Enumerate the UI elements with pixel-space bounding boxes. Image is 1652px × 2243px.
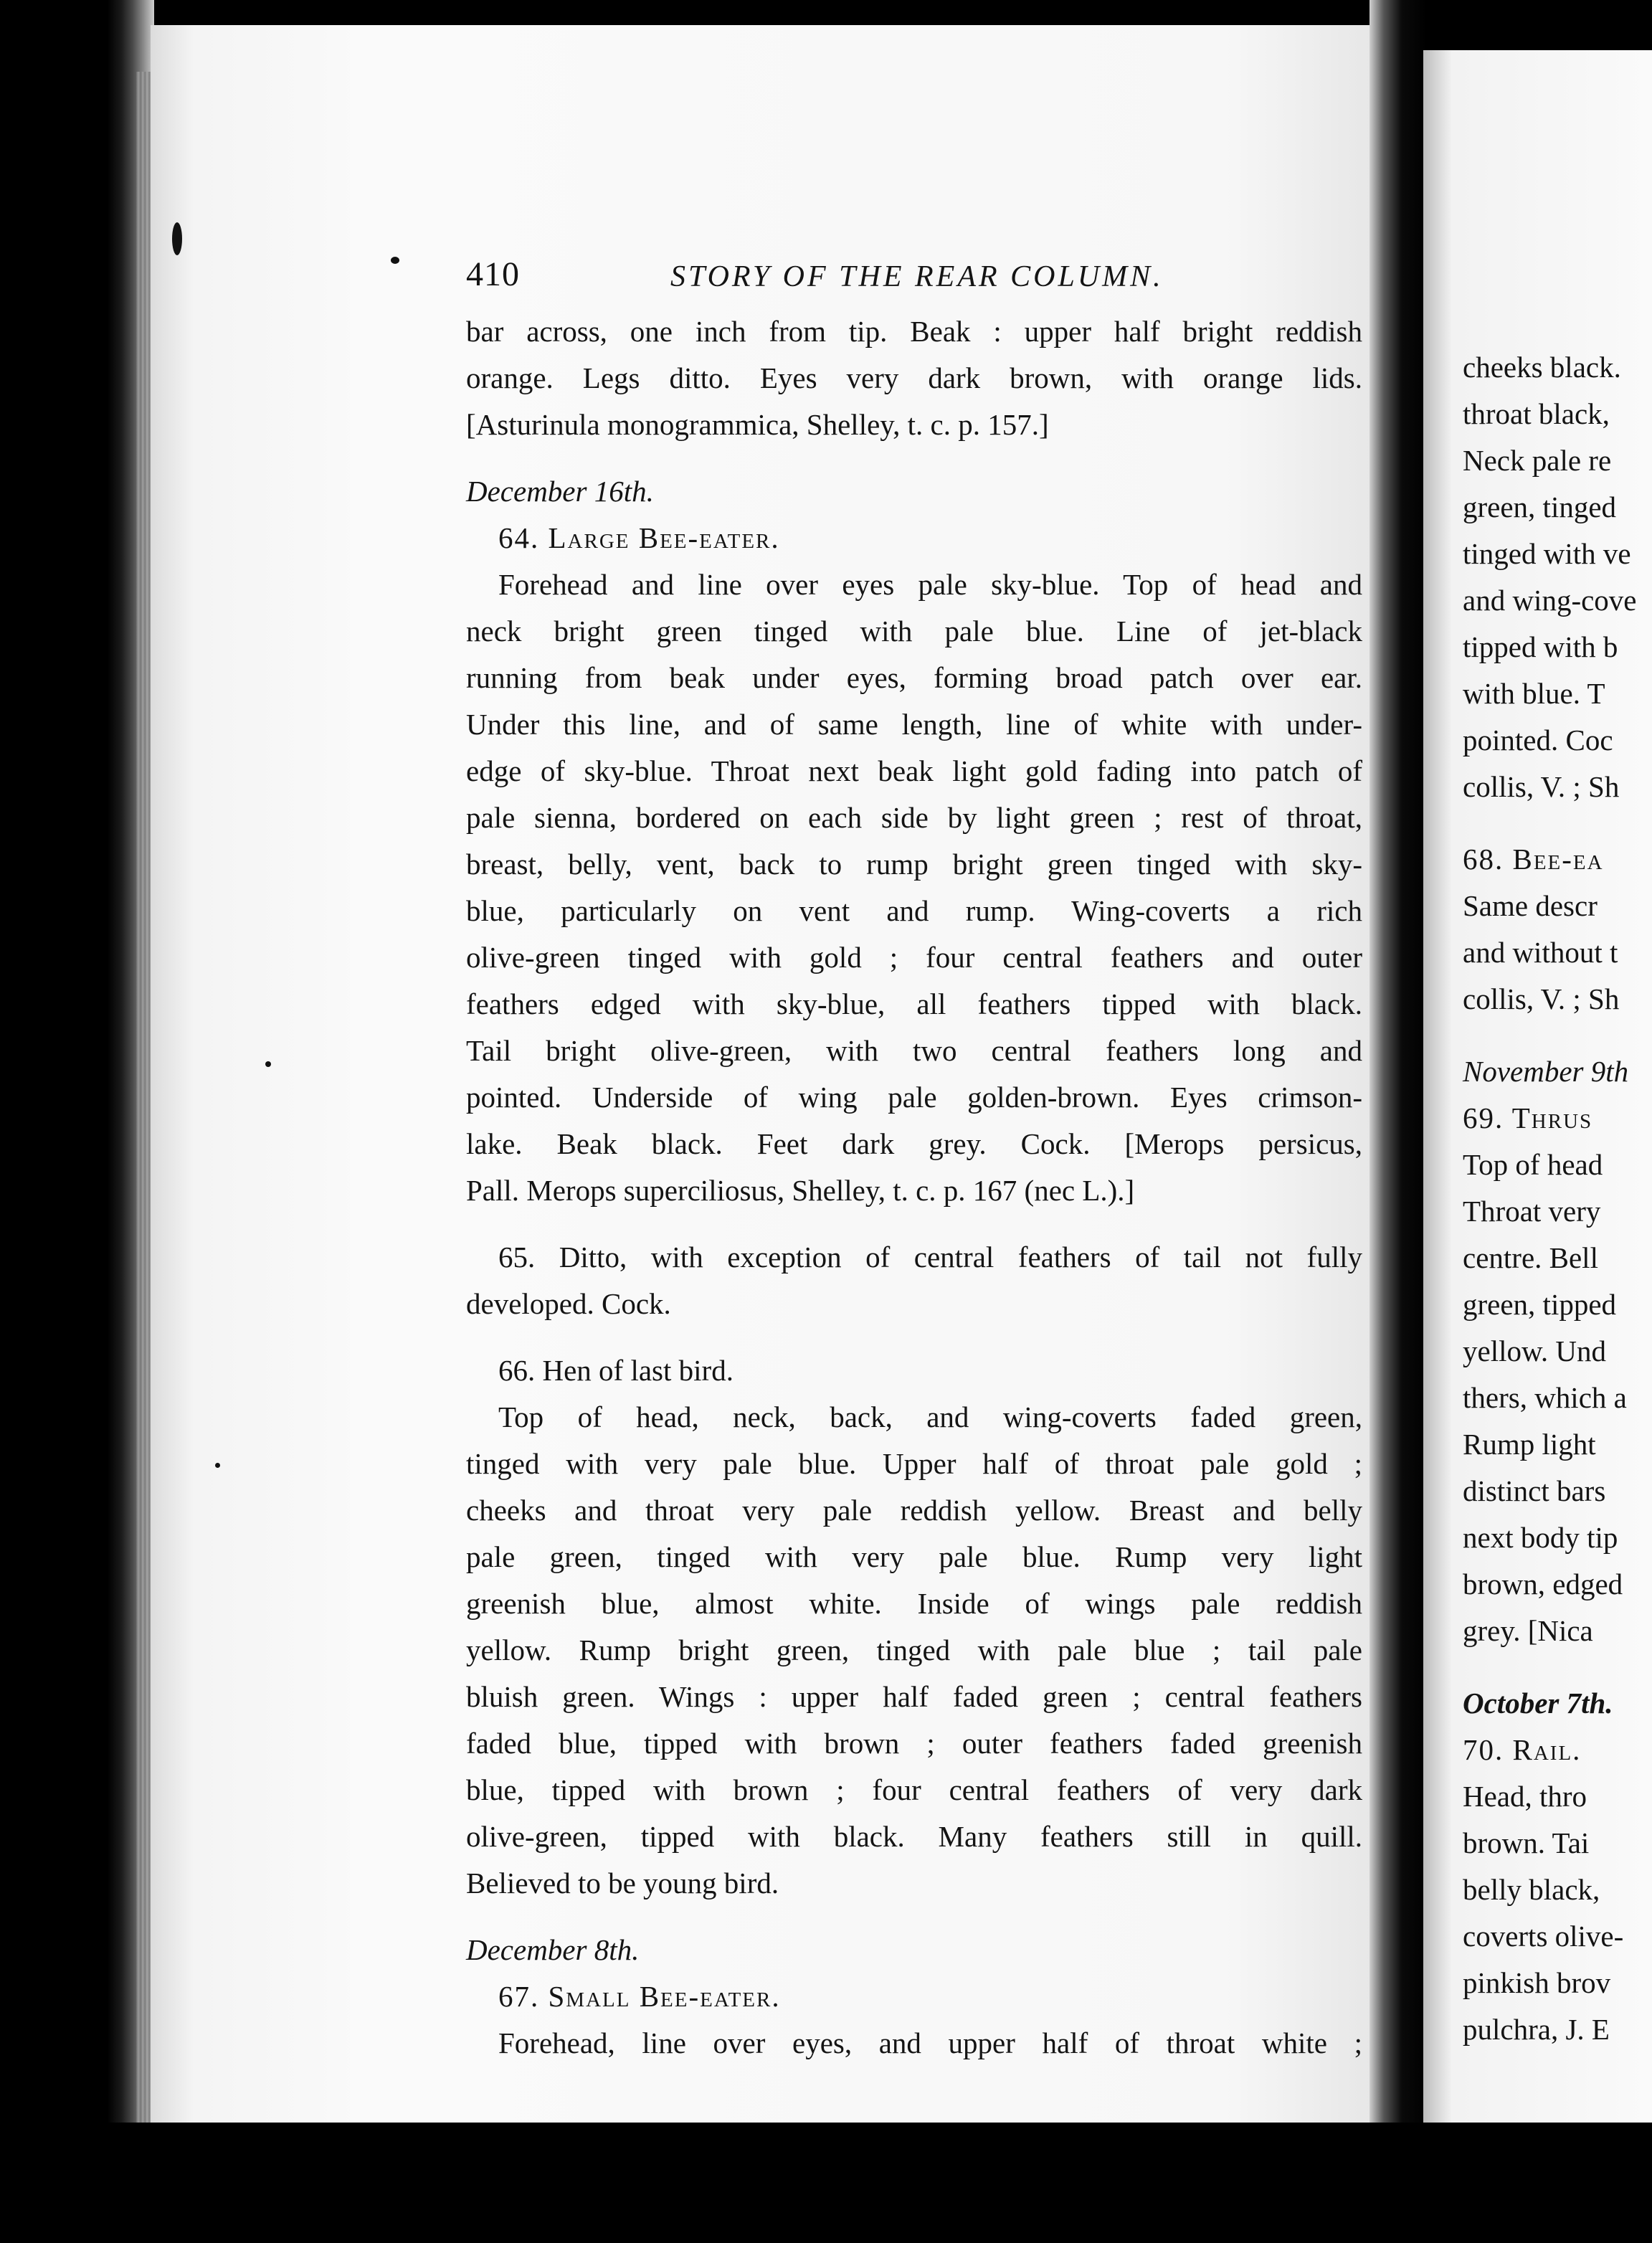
facing-page-line: green, tipped — [1463, 1288, 1617, 1321]
text-line: Believed to be young bird. — [466, 1867, 779, 1900]
text-line: feathers edged with sky-blue, all feathers tipped with black. — [466, 987, 1362, 1020]
facing-page-line: Head, thro — [1463, 1780, 1587, 1813]
facing-page-line: Top of head — [1463, 1148, 1603, 1181]
facing-page-line: distinct bars — [1463, 1474, 1606, 1507]
text-line: neck bright green tinged with pale blue. Line of jet-black — [466, 615, 1362, 648]
text-line: tinged with very pale blue. Upper half of throat pale gold ; — [466, 1447, 1362, 1480]
text-line: pale green, tinged with very pale blue. Rump very light — [466, 1540, 1362, 1573]
facing-page-line: brown. Tai — [1463, 1826, 1590, 1859]
paragraph-gap — [466, 448, 1362, 468]
text-line: olive-green tinged with gold ; four central feathers and outer — [466, 941, 1362, 974]
text-line: Forehead and line over eyes pale sky-blue. Top of head and — [498, 568, 1362, 601]
scan-speck — [391, 257, 399, 264]
facing-page-line: collis, V. ; Sh — [1463, 982, 1620, 1015]
left-page-text — [466, 251, 1362, 2067]
text-line: faded blue, tipped with brown ; outer feathers faded greenish — [466, 1727, 1362, 1760]
text-line: cheeks and throat very pale reddish yellow. Breast and belly — [466, 1494, 1362, 1527]
text-line: Under this line, and of same length, line of white with under- — [466, 708, 1362, 741]
facing-page-line: centre. Bell — [1463, 1241, 1598, 1274]
text-line: 65. Ditto, with exception of central feathers of tail not fully — [498, 1241, 1362, 1274]
facing-page-line: next body tip — [1463, 1521, 1618, 1554]
paragraph-gap — [466, 1327, 1362, 1347]
text-line: [Asturinula monogrammica, Shelley, t. c. p. 157.] — [466, 408, 1049, 441]
text-line: 66. Hen of last bird. — [498, 1354, 734, 1387]
facing-page-line: with blue. T — [1463, 677, 1605, 710]
text-line: greenish blue, almost white. Inside of wings pale reddish — [466, 1587, 1362, 1620]
facing-page-line: coverts olive- — [1463, 1920, 1624, 1953]
facing-page-line: thers, which a — [1463, 1381, 1627, 1414]
text-line: blue, tipped with brown ; four central feathers of very dark — [466, 1773, 1362, 1806]
right-page-text — [1463, 344, 1652, 2053]
paragraph-gap — [1463, 810, 1652, 836]
book-spine-edge — [0, 0, 154, 2243]
text-line: edge of sky-blue. Throat next beak light gold fading into patch of — [466, 754, 1362, 787]
text-line: running from beak under eyes, forming broad patch over ear. — [466, 661, 1362, 694]
facing-page-line: throat black, — [1463, 397, 1610, 430]
facing-page-line: November 9th — [1463, 1055, 1629, 1088]
text-line: Tail bright olive-green, with two central feathers long and — [466, 1034, 1362, 1067]
paragraph-gap — [1463, 1023, 1652, 1048]
text-line: yellow. Rump bright green, tinged with pale blue ; tail pale — [466, 1633, 1362, 1666]
facing-page-line: collis, V. ; Sh — [1463, 770, 1620, 803]
paragraph-gap — [466, 1214, 1362, 1234]
facing-page-line: and wing-cove — [1463, 584, 1637, 617]
right-body — [1463, 344, 1652, 2053]
running-head — [466, 251, 1362, 308]
book-gutter — [1369, 0, 1427, 2243]
facing-page-line: 68. Bee-ea — [1463, 843, 1604, 876]
facing-page-line: and without t — [1463, 936, 1618, 969]
facing-page-line: yellow. Und — [1463, 1334, 1607, 1367]
facing-page-line: pointed. Coc — [1463, 724, 1613, 757]
facing-page-line: 69. Thrus — [1463, 1101, 1593, 1134]
facing-page-line: pinkish brov — [1463, 1966, 1611, 1999]
paragraph-gap — [466, 1907, 1362, 1927]
text-line: Forehead, line over eyes, and upper half of throat white ; — [498, 2026, 1362, 2059]
running-title: STORY OF THE REAR COLUMN. — [670, 260, 1164, 293]
scan-speck — [265, 1061, 271, 1067]
scan-background — [0, 2123, 1652, 2243]
facing-page-line: Throat very — [1463, 1195, 1601, 1228]
text-line: bluish green. Wings : upper half faded green ; central feathers — [466, 1680, 1362, 1713]
text-line: December 8th. — [466, 1933, 640, 1966]
text-line: blue, particularly on vent and rump. Wing-coverts a rich — [466, 894, 1362, 927]
text-line: pale sienna, bordered on each side by light green ; rest of throat, — [466, 801, 1362, 834]
left-body — [466, 308, 1362, 2067]
text-line: pointed. Underside of wing pale golden-brown. Eyes crimson- — [466, 1081, 1362, 1114]
text-line: developed. Cock. — [466, 1287, 671, 1320]
facing-page-line: cheeks black. — [1463, 351, 1621, 384]
facing-page-line: grey. [Nica — [1463, 1614, 1593, 1647]
facing-page-line: belly black, — [1463, 1873, 1600, 1906]
text-line: 64. Large Bee-eater. — [498, 521, 780, 554]
text-line: 67. Small Bee-eater. — [498, 1980, 781, 2013]
text-line: bar across, one inch from tip. Beak : upper half bright reddish — [466, 315, 1362, 348]
facing-page-line: green, tinged — [1463, 490, 1617, 523]
facing-page-line: tinged with ve — [1463, 537, 1631, 570]
facing-page-line: 70. Rail. — [1463, 1733, 1582, 1766]
facing-page-line: Same descr — [1463, 889, 1598, 922]
scan-speck — [215, 1463, 220, 1468]
text-line: breast, belly, vent, back to rump bright green tinged with sky- — [466, 848, 1362, 881]
page-number: 410 — [466, 255, 520, 293]
facing-page-line: October 7th. — [1463, 1687, 1613, 1720]
scan-speck — [172, 222, 182, 255]
text-line: orange. Legs ditto. Eyes very dark brown, with orange lids. — [466, 361, 1362, 394]
text-line: olive-green, tipped with black. Many feathers still in quill. — [466, 1820, 1362, 1853]
facing-page-line: Rump light — [1463, 1428, 1596, 1461]
text-line: December 16th. — [466, 475, 654, 508]
text-line: Pall. Merops superciliosus, Shelley, t. c. p. 167 (nec L.).] — [466, 1174, 1135, 1207]
facing-page-line: Neck pale re — [1463, 444, 1612, 477]
paragraph-gap — [1463, 1654, 1652, 1680]
facing-page-line: tipped with b — [1463, 630, 1618, 663]
text-line: Top of head, neck, back, and wing-coverts faded green, — [498, 1400, 1362, 1433]
text-line: lake. Beak black. Feet dark grey. Cock. [Merops persicus, — [466, 1127, 1362, 1160]
facing-page-line: brown, edged — [1463, 1568, 1623, 1601]
facing-page-line: pulchra, J. E — [1463, 2013, 1610, 2046]
